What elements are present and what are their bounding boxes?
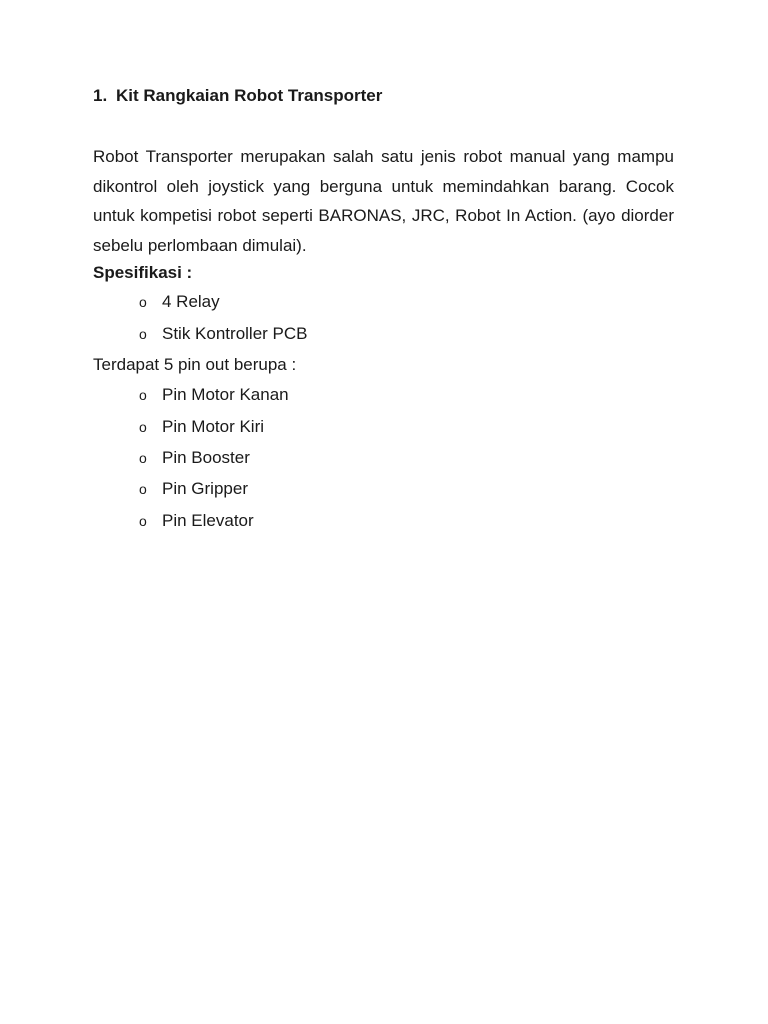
- pin-list-item: [139, 417, 264, 437]
- pin-item-text: Pin Booster: [162, 448, 250, 467]
- pins-label: Terdapat 5 pin out berupa :: [93, 355, 297, 374]
- intro-paragraph: Robot Transporter merupakan salah satu jenis robot manual yang mampu dikontrol oleh joystick yang berguna untuk memindahkan barang. Cocok untuk kompetisi robot seperti BARONAS, JRC, Robot In Action. (ayo diorder sebelu perlombaan dimulai).: [93, 147, 674, 255]
- pin-list-item: [139, 511, 254, 531]
- pin-list-item: [139, 448, 250, 468]
- spec-list-item: [139, 292, 220, 312]
- bullet-marker: o: [139, 450, 147, 466]
- specs-label: Spesifikasi :: [93, 263, 193, 282]
- pin-item-text: Pin Motor Kiri: [162, 417, 265, 436]
- bullet-marker: o: [139, 326, 147, 342]
- pin-list-item: [139, 385, 289, 405]
- section-heading: [93, 86, 382, 106]
- pin-list-item: [139, 479, 248, 499]
- bullet-marker: o: [139, 294, 147, 310]
- heading-title: Kit Rangkaian Robot Transporter: [116, 86, 383, 105]
- pin-item-text: Pin Elevator: [162, 511, 254, 530]
- heading-number: 1.: [93, 86, 108, 105]
- bullet-marker: o: [139, 513, 147, 529]
- spec-item-text: Stik Kontroller PCB: [162, 324, 308, 343]
- spec-list-item: [139, 324, 308, 344]
- bullet-marker: o: [139, 387, 147, 403]
- pin-item-text: Pin Gripper: [162, 479, 248, 498]
- bullet-marker: o: [139, 419, 147, 435]
- spec-item-text: 4 Relay: [162, 292, 220, 311]
- pin-item-text: Pin Motor Kanan: [162, 385, 289, 404]
- bullet-marker: o: [139, 481, 147, 497]
